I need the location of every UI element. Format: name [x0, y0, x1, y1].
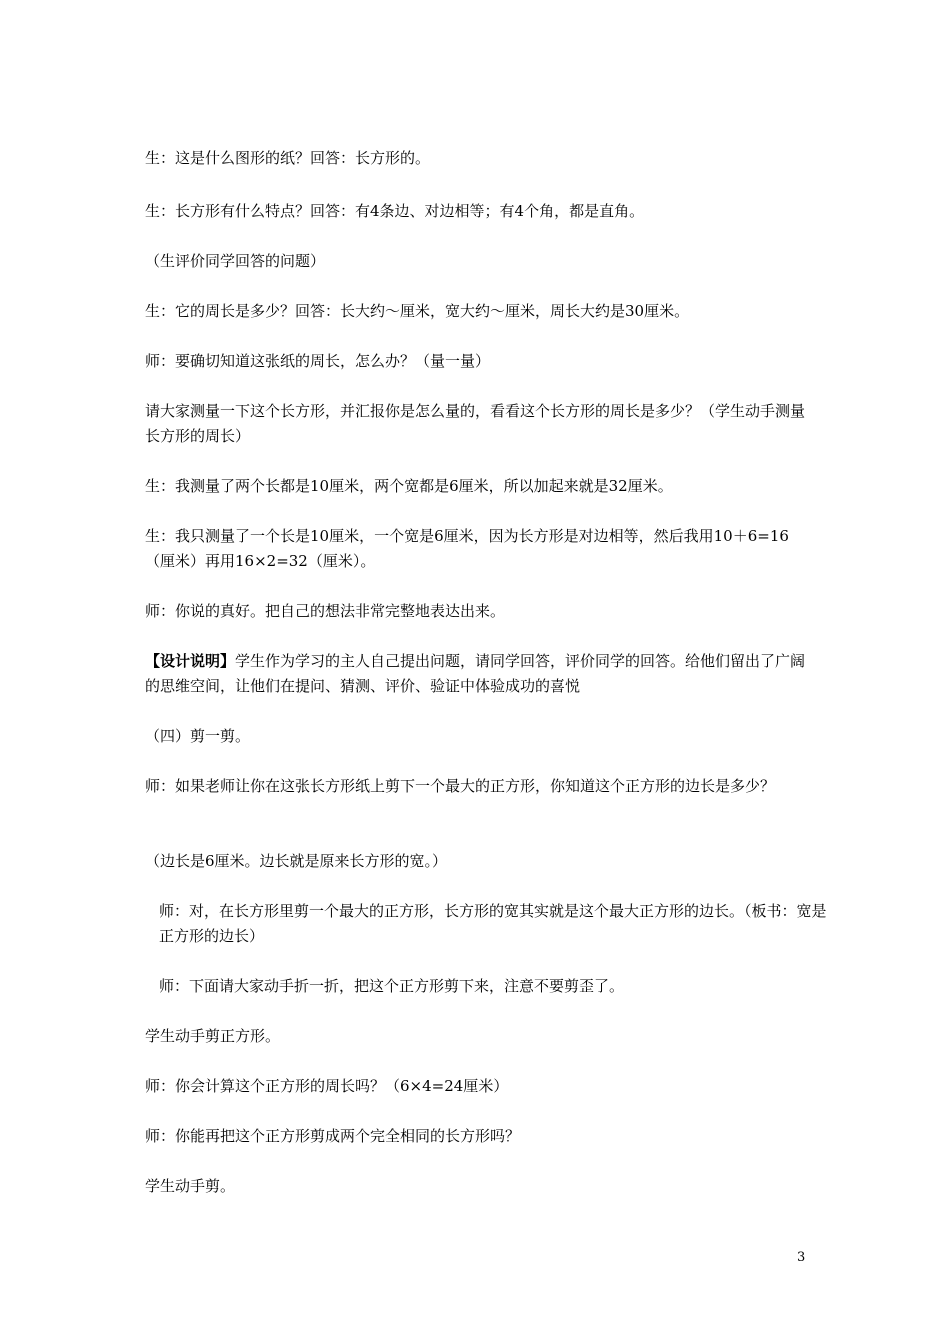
- page-number: 3: [797, 1250, 806, 1265]
- paragraph-14: 师：对，在长方形里剪一个最大的正方形，长方形的宽其实就是这个最大正方形的边长。（板书：宽是正方形的边长）: [159, 902, 827, 945]
- paragraph-12: 师：如果老师让你在这张长方形纸上剪下一个最大的正方形，你知道这个正方形的边长是多少？: [145, 777, 776, 795]
- paragraph-6: 请大家测量一下这个长方形，并汇报你是怎么量的，看看这个长方形的周长是多少？（学生动手测量长方形的周长）: [145, 402, 806, 445]
- paragraph-7: 生：我测量了两个长都是10厘米，两个宽都是6厘米，所以加起来就是32厘米。: [145, 477, 673, 495]
- paragraph-3: （生评价同学回答的问题）: [145, 252, 326, 270]
- paragraph-17: 师：你会计算这个正方形的周长吗？（6×4=24厘米）: [145, 1077, 509, 1095]
- paragraph-15: 师：下面请大家动手折一折，把这个正方形剪下来，注意不要剪歪了。: [159, 977, 625, 995]
- paragraph-19: 学生动手剪。: [145, 1177, 236, 1195]
- paragraph-13: （边长是6厘米。边长就是原来长方形的宽。）: [145, 852, 448, 870]
- paragraph-5: 师：要确切知道这张纸的周长，怎么办？（量一量）: [145, 352, 491, 370]
- design-note-paragraph: [145, 649, 813, 699]
- design-note-label: 【设计说明】: [145, 652, 236, 670]
- paragraph-1: 生：这是什么图形的纸？回答：长方形的。: [145, 149, 431, 167]
- section-heading: （四）剪一剪。: [145, 727, 251, 745]
- design-note-text: 学生作为学习的主人自己提出问题，请同学回答，评价同学的回答。给他们留出了广阔的思维空间，让他们在提问、猜测、评价、验证中体验成功的喜悦: [145, 652, 806, 695]
- paragraph-9: 师：你说的真好。把自己的想法非常完整地表达出来。: [145, 602, 506, 620]
- paragraph-8: 生：我只测量了一个长是10厘米，一个宽是6厘米，因为长方形是对边相等，然后我用10＋6=16（厘米）再用16×2=32（厘米）。: [145, 527, 789, 570]
- paragraph-18: 师：你能再把这个正方形剪成两个完全相同的长方形吗？: [145, 1127, 521, 1145]
- paragraph-16: 学生动手剪正方形。: [145, 1027, 281, 1045]
- paragraph-2: 生：长方形有什么特点？回答：有4条边、对边相等；有4个角，都是直角。: [145, 202, 645, 220]
- paragraph-4: 生：它的周长是多少？回答：长大约～厘米，宽大约～厘米，周长大约是30厘米。: [145, 302, 690, 320]
